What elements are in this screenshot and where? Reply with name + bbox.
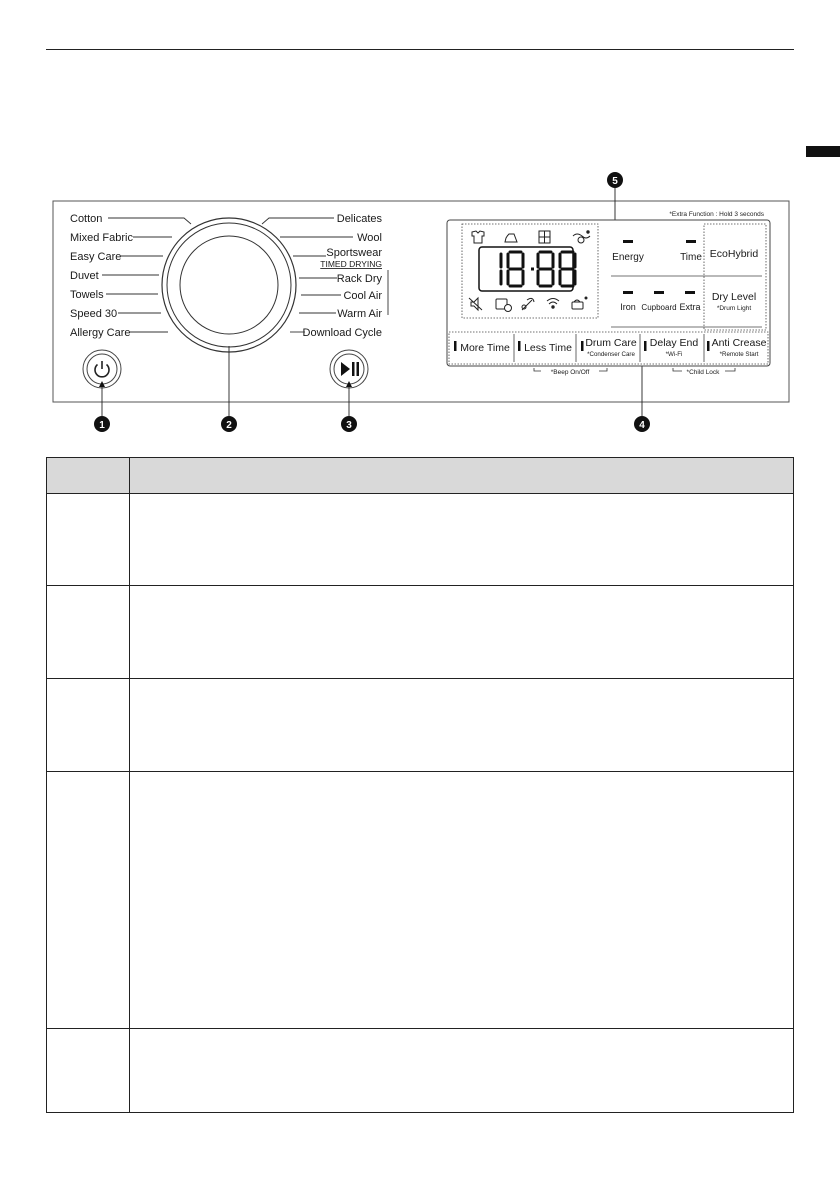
- callout-3: 3: [346, 420, 352, 431]
- table-cell: [130, 1029, 794, 1113]
- table-cell: [130, 679, 794, 772]
- callout-5: 5: [612, 176, 618, 187]
- anti-crease-button[interactable]: Anti Crease: [711, 337, 767, 349]
- table-cell: [47, 586, 130, 679]
- condenser-care-label: *Condenser Care: [587, 351, 635, 358]
- wifi-label: *Wi-Fi: [665, 351, 683, 358]
- cupboard-option[interactable]: Cupboard: [641, 303, 677, 312]
- cycle-speed-30: Speed 30: [70, 308, 118, 320]
- time-option[interactable]: Time: [680, 252, 702, 263]
- table-row: [47, 1029, 794, 1113]
- extra-function-note: *Extra Function : Hold 3 seconds: [669, 211, 764, 218]
- cycle-warm-air: Warm Air: [337, 308, 382, 320]
- beep-on-off-label: *Beep On/Off: [550, 369, 590, 376]
- callout-2: 2: [226, 420, 232, 431]
- table-header-row: [47, 458, 794, 494]
- less-time-button[interactable]: Less Time: [524, 342, 572, 354]
- cycle-delicates: Delicates: [336, 213, 382, 225]
- timed-drying-label: TIMED DRYING: [320, 259, 382, 269]
- cycle-cool-air: Cool Air: [343, 290, 382, 302]
- table-cell: [47, 772, 130, 1029]
- callout-1: 1: [99, 420, 105, 431]
- table-cell: [130, 586, 794, 679]
- remote-start-label: *Remote Start: [719, 351, 759, 358]
- cycle-cotton: Cotton: [70, 213, 103, 225]
- delay-end-button[interactable]: Delay End: [649, 337, 699, 349]
- cycle-towels: Towels: [70, 289, 104, 301]
- cycle-sportswear: Sportswear: [326, 247, 382, 259]
- description-table: [46, 457, 794, 1113]
- cycle-duvet: Duvet: [70, 270, 99, 282]
- cycle-allergy-care: Allergy Care: [70, 327, 131, 339]
- display-colon: [531, 268, 534, 271]
- drum-care-button[interactable]: Drum Care: [585, 337, 637, 349]
- cycle-wool: Wool: [357, 232, 382, 244]
- ecohybrid-option[interactable]: EcoHybrid: [709, 248, 759, 260]
- drum-light-label: *Drum Light: [716, 305, 752, 312]
- cycle-dial[interactable]: [162, 218, 296, 352]
- cycle-rack-dry: Rack Dry: [336, 273, 382, 285]
- energy-option[interactable]: Energy: [612, 252, 644, 263]
- cycle-mixed-fabric: Mixed Fabric: [70, 232, 133, 244]
- table-cell: [47, 679, 130, 772]
- iron-option[interactable]: Iron: [620, 302, 636, 312]
- table-cell: [130, 494, 794, 586]
- table-row: [47, 586, 794, 679]
- table-cell: [130, 772, 794, 1029]
- table-row: [47, 679, 794, 772]
- cycle-easy-care: Easy Care: [70, 251, 122, 263]
- dry-level-option[interactable]: Dry Level: [711, 291, 757, 303]
- extra-option[interactable]: Extra: [679, 302, 701, 312]
- child-lock-label: *Child Lock: [686, 369, 720, 376]
- callout-4: 4: [639, 420, 645, 431]
- table-cell: [47, 494, 130, 586]
- table-header-cell: [130, 458, 794, 494]
- more-time-button[interactable]: More Time: [460, 342, 510, 354]
- table-cell: [47, 1029, 130, 1113]
- cycle-download-cycle: Download Cycle: [302, 327, 382, 339]
- table-row: [47, 772, 794, 1029]
- table-header-cell: [47, 458, 130, 494]
- control-panel-diagram: [0, 0, 840, 445]
- table-row: [47, 494, 794, 586]
